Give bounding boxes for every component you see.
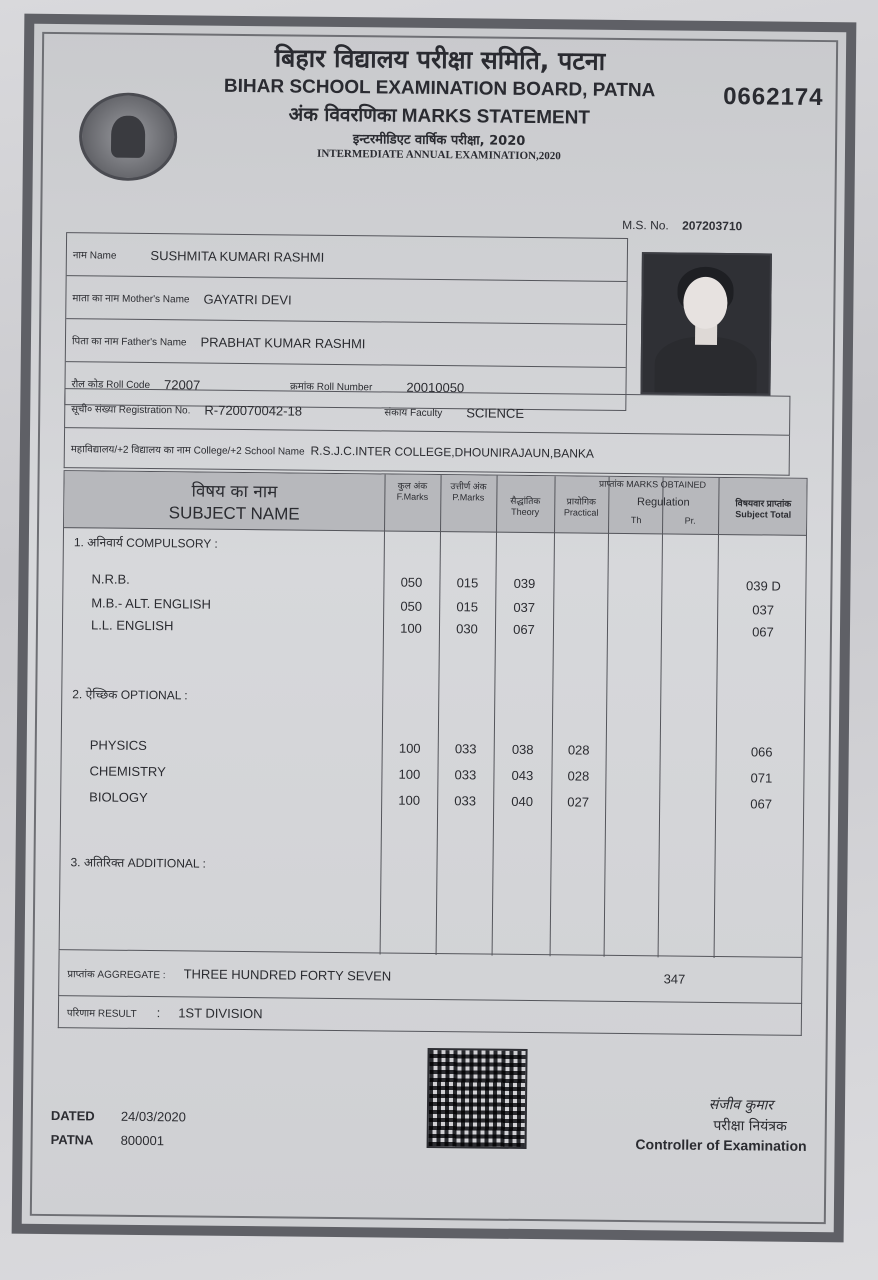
result-label: परिणाम RESULT <box>66 1007 137 1020</box>
controller-title-hindi: परीक्षा नियंत्रक <box>713 1117 787 1135</box>
roll-code-label: रौल कोड Roll Code <box>71 379 151 392</box>
dated-value: 24/03/2020 <box>120 1108 187 1125</box>
father-name: PRABHAT KUMAR RASHMI <box>200 334 366 351</box>
roll-number-label: क्रमांक Roll Number <box>290 381 373 394</box>
subject-name: M.B.- ALT. ENGLISH <box>91 595 212 612</box>
additional-label: 3. अतिरिक्त ADDITIONAL : <box>70 855 206 871</box>
serial-number: 0662174 <box>723 82 824 112</box>
regulation-th-header: Th <box>630 515 642 526</box>
faculty: SCIENCE <box>466 404 525 421</box>
student-photo <box>640 252 771 395</box>
roll-number: 20010050 <box>406 379 465 395</box>
full-marks: 100 <box>398 740 421 756</box>
college-label: महाविद्यालय/+2 विद्यालय का नाम College/+2 School Name <box>70 443 305 458</box>
optional-label: 2. ऐच्छिक OPTIONAL : <box>72 687 188 703</box>
exam-name-hindi: इन्टरमीडिएट वार्षिक परीक्षा, 2020 <box>352 132 526 149</box>
exam-name-english: INTERMEDIATE ANNUAL EXAMINATION,2020 <box>317 147 561 163</box>
registration-label: सूची० संख्या Registration No. <box>71 404 191 417</box>
practical-marks: 028 <box>567 742 590 758</box>
subject-header <box>114 480 354 527</box>
aggregate-row <box>58 950 802 1004</box>
statement-title-hindi: अंक विवरणिका <box>288 103 397 127</box>
name-row <box>67 233 627 282</box>
faculty-label: संकाय Faculty <box>384 407 443 420</box>
subject-total: 037 <box>752 602 775 618</box>
pass-marks: 033 <box>454 741 477 757</box>
pass-marks: 030 <box>456 621 478 637</box>
subject-total: 067 <box>750 796 773 812</box>
subject-header-english: SUBJECT NAME <box>168 503 300 524</box>
regulation-header: Regulation <box>636 496 690 509</box>
document-header <box>33 38 846 165</box>
regulation-pr-header: Pr. <box>684 515 696 526</box>
result-value: 1ST DIVISION <box>178 1005 263 1022</box>
student-info <box>64 232 628 411</box>
roll-code: 72007 <box>164 376 201 393</box>
result-separator: : <box>156 1005 161 1021</box>
theory-marks: 043 <box>511 767 534 784</box>
board-name-hindi: बिहार विद्यालय परीक्षा समिति, पटना <box>274 43 606 76</box>
practical-header: प्रायोगिक Practical <box>563 496 599 518</box>
pass-marks: 015 <box>456 599 479 615</box>
theory-marks: 039 <box>513 575 536 592</box>
statement-title-english: MARKS STATEMENT <box>401 105 591 129</box>
full-marks: 050 <box>400 574 423 590</box>
compulsory-label: 1. अनिवार्य COMPULSORY : <box>73 535 218 551</box>
subject-name: N.R.B. <box>91 571 130 587</box>
qr-code <box>427 1048 528 1149</box>
full-marks: 100 <box>398 792 421 808</box>
practical-marks: 028 <box>567 768 590 784</box>
place-label: PATNA <box>50 1132 94 1148</box>
college-name: R.S.J.C.INTER COLLEGE,DHOUNIRAJAUN,BANKA <box>310 443 595 461</box>
theory-marks: 038 <box>511 741 534 758</box>
practical-marks: 027 <box>567 794 590 810</box>
college-row <box>64 428 790 476</box>
controller-signature-block <box>635 1094 807 1154</box>
student-name: SUSHMITA KUMARI RASHMI <box>150 247 325 265</box>
place-value: 800001 <box>120 1132 165 1149</box>
aggregate-label: प्राप्तांक AGGREGATE : <box>67 968 166 981</box>
theory-marks: 037 <box>513 599 536 616</box>
ms-number-row <box>622 218 742 233</box>
full-marks: 100 <box>400 620 422 636</box>
subject-total: 071 <box>750 770 773 786</box>
subject-name: PHYSICS <box>89 737 147 753</box>
father-label: पिता का नाम Father's Name <box>71 336 187 349</box>
subject-name: L.L. ENGLISH <box>90 617 174 634</box>
ms-number: 207203710 <box>682 218 743 234</box>
date-place-block <box>50 1104 186 1153</box>
ms-label: M.S. No. <box>622 217 669 233</box>
subject-name: BIOLOGY <box>89 789 148 806</box>
subject-total-header: विषयवार प्राप्तांक Subject Total <box>735 498 792 520</box>
subject-total: 067 <box>752 624 774 640</box>
full-marks-header: कुल अंक F.Marks <box>396 480 429 502</box>
registration-number: R-720070042-18 <box>204 402 303 419</box>
name-label: नाम Name <box>72 250 117 262</box>
subject-name: CHEMISTRY <box>89 763 166 780</box>
aggregate-total: 347 <box>663 971 686 987</box>
mother-name: GAYATRI DEVI <box>203 291 292 307</box>
theory-header: सैद्धांतिक Theory <box>510 495 541 518</box>
mother-label: माता का नाम Mother's Name <box>72 293 190 306</box>
marks-obtained-header: प्राप्तांक MARKS OBTAINED <box>598 478 707 490</box>
controller-title-english: Controller of Examination <box>635 1136 807 1154</box>
full-marks: 100 <box>398 766 421 782</box>
subject-total: 066 <box>750 744 773 760</box>
pass-marks-header: उत्तीर्ण अंक P.Marks <box>450 481 487 503</box>
dated-label: DATED <box>50 1108 95 1124</box>
mother-row <box>66 276 626 325</box>
pass-marks: 015 <box>456 575 479 591</box>
theory-marks: 040 <box>511 793 534 810</box>
marks-statement-sheet <box>12 14 857 1243</box>
aggregate-words: THREE HUNDRED FORTY SEVEN <box>183 966 392 984</box>
board-name-english: BIHAR SCHOOL EXAMINATION BOARD, PATNA <box>223 75 656 102</box>
marks-table <box>59 470 808 958</box>
signature: संजीव कुमार <box>708 1096 774 1114</box>
theory-marks: 067 <box>513 621 535 638</box>
father-row <box>66 319 626 368</box>
subject-total: 039 D <box>746 578 781 594</box>
pass-marks: 033 <box>454 767 477 783</box>
subject-header-hindi: विषय का नाम <box>191 481 278 503</box>
full-marks: 050 <box>400 598 423 614</box>
pass-marks: 033 <box>454 793 477 809</box>
